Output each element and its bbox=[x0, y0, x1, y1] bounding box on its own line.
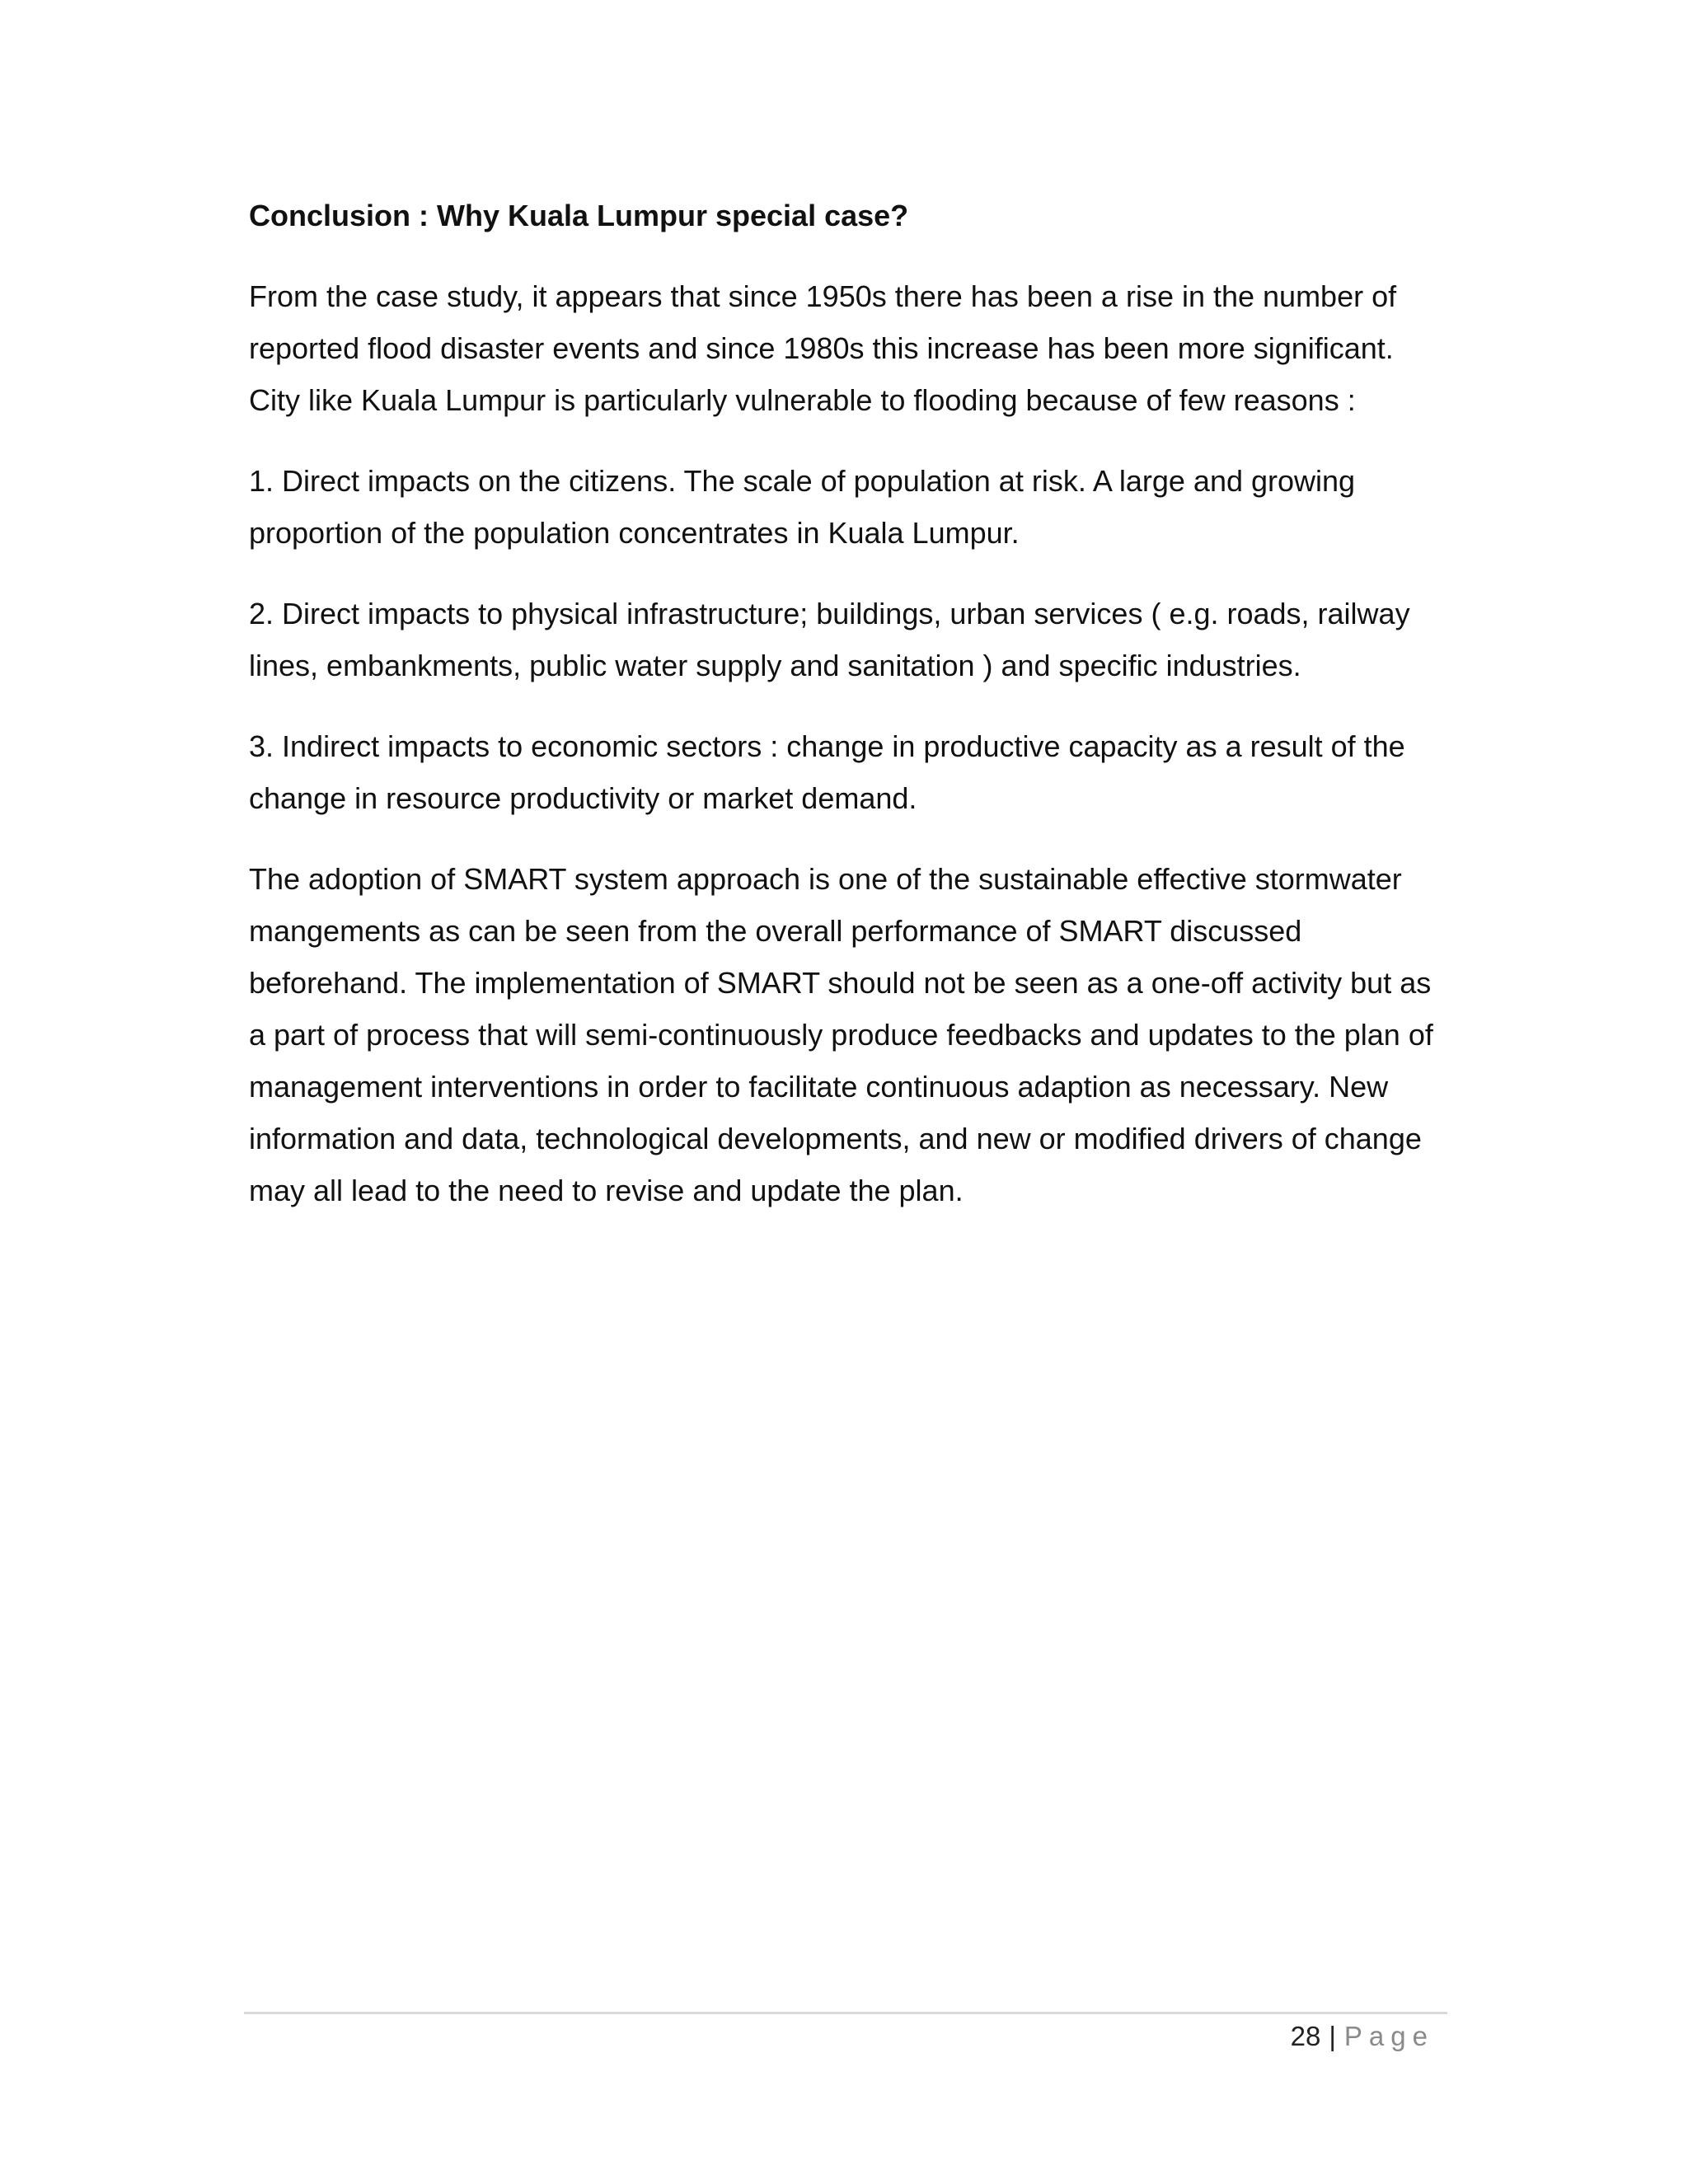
footer-separator: | bbox=[1329, 2021, 1336, 2051]
section-heading: Conclusion : Why Kuala Lumpur special case? bbox=[249, 199, 909, 232]
page-label: Page bbox=[1343, 2021, 1434, 2051]
page-content bbox=[249, 191, 1449, 1245]
page-footer bbox=[1291, 2012, 1434, 2061]
paragraph-point-1: 1. Direct impacts on the citizens. The scale of population at risk. A large and growing proportion of the population concentrates in Kuala Lumpur. bbox=[249, 464, 1356, 550]
paragraph-intro: From the case study, it appears that since 1950s there has been a rise in the number of reported flood disaster events and since 1980s this increase has been more significant. City like Kuala Lumpur is particularly vulnerable to flooding because of few reasons : bbox=[249, 279, 1397, 417]
paragraph-smart: The adoption of SMART system approach is one of the sustainable effective stormwater mangements as can be seen from the overall performance of SMART discussed beforehand. The implementation of SMART should not be seen as a one-off activity but as a part of process that will semi-continuously produce feedbacks and updates to the plan of management interventions in order to facilitate continuous adaption as necessary. New information and data, technological developments, and new or modified drivers of change may all lead to the need to revise and update the plan. bbox=[249, 862, 1433, 1207]
paragraph-point-3: 3. Indirect impacts to economic sectors : change in productive capacity as a result of the change in resource productivity or market demand. bbox=[249, 729, 1405, 815]
footer-divider bbox=[244, 2012, 1447, 2014]
page-number: 28 bbox=[1290, 2021, 1321, 2051]
paragraph-point-2: 2. Direct impacts to physical infrastructure; buildings, urban services ( e.g. roads, railway lines, embankments, public water supply and sanitation ) and specific industries. bbox=[249, 597, 1410, 682]
